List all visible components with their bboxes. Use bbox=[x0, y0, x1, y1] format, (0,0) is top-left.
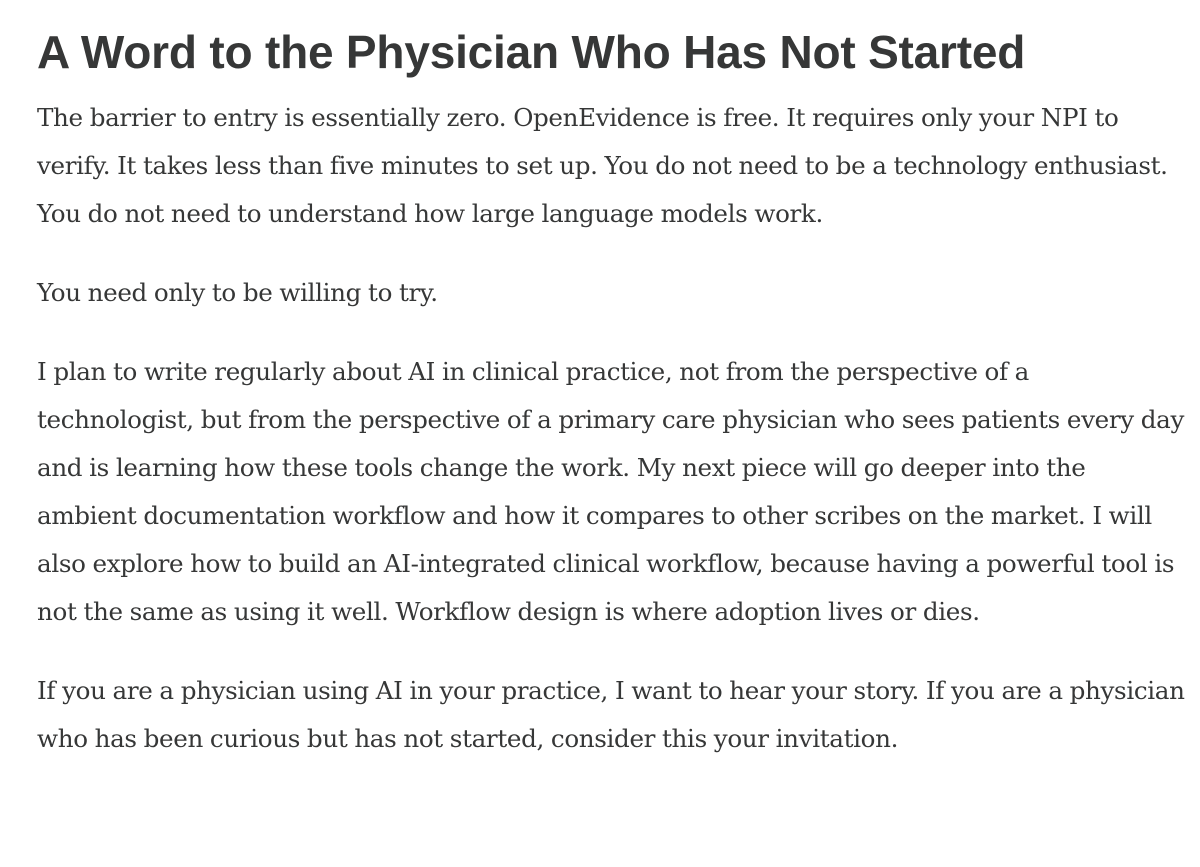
paragraph-barrier-to-entry: The barrier to entry is essentially zero. OpenEvidence is free. It requires only your NPI to verify. It takes less than five minutes to set up. You do not need to be a technology enthusiast. You do not need to understand how large language models work. bbox=[37, 103, 1168, 228]
article-body bbox=[37, 0, 1187, 763]
section-heading: A Word to the Physician Who Has Not Started bbox=[37, 26, 1026, 78]
paragraph-invitation: If you are a physician using AI in your practice, I want to hear your story. If you are a physician who has been curious but has not started, consider this your invitation. bbox=[37, 676, 1185, 753]
paragraph-willing-to-try: You need only to be willing to try. bbox=[37, 278, 438, 307]
paragraph-writing-plans: I plan to write regularly about AI in clinical practice, not from the perspective of a technologist, but from the perspective of a primary care physician who sees patients every day and is learning how these tools change the work. My next piece will go deeper into the ambient documentation workflow and how it compares to other scribes on the market. I will also explore how to build an AI-integrated clinical workflow, because having a powerful tool is not the same as using it well. Workflow design is where adoption lives or dies. bbox=[37, 357, 1185, 626]
